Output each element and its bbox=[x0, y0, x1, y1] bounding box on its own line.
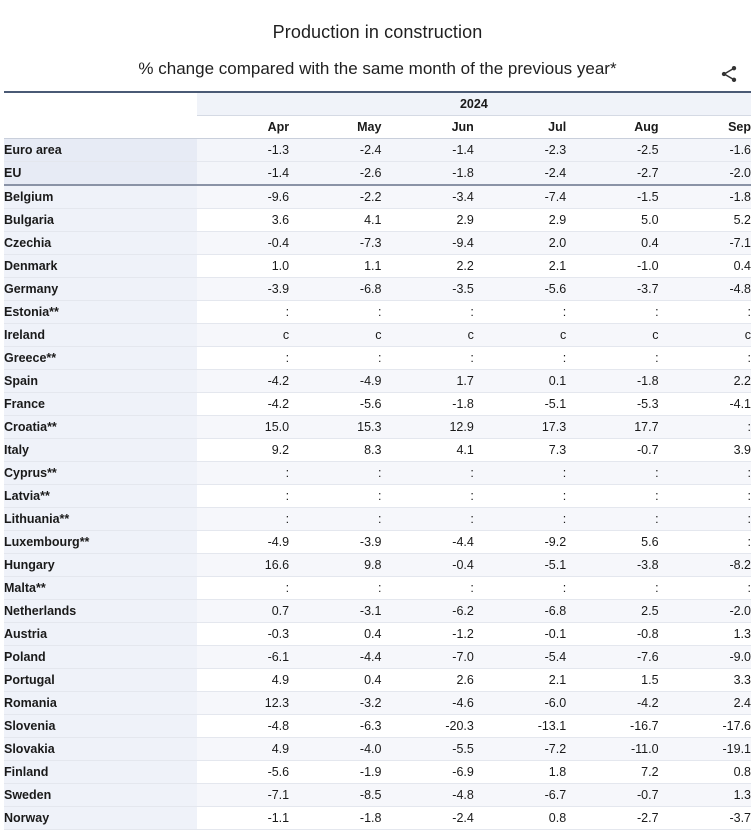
row-value-cell: -3.8 bbox=[566, 554, 658, 577]
row-value-cell: -4.8 bbox=[659, 278, 751, 301]
table-row bbox=[4, 278, 751, 301]
row-value-cell: 4.9 bbox=[197, 738, 289, 761]
row-value-cell: : bbox=[289, 347, 381, 370]
row-value-cell: -17.6 bbox=[659, 715, 751, 738]
row-country-label: Norway bbox=[4, 807, 197, 830]
row-value-cell: 16.6 bbox=[197, 554, 289, 577]
row-country-label: Hungary bbox=[4, 554, 197, 577]
row-value-cell: : bbox=[289, 301, 381, 324]
row-value-cell: -6.9 bbox=[381, 761, 473, 784]
row-value-cell: : bbox=[381, 485, 473, 508]
row-value-cell: 2.2 bbox=[381, 255, 473, 278]
row-value-cell: -0.4 bbox=[381, 554, 473, 577]
table-row bbox=[4, 738, 751, 761]
row-value-cell: -1.6 bbox=[659, 139, 751, 162]
row-value-cell: 2.1 bbox=[474, 669, 566, 692]
row-value-cell: -16.7 bbox=[566, 715, 658, 738]
row-value-cell: -4.2 bbox=[197, 393, 289, 416]
row-value-cell: 5.0 bbox=[566, 209, 658, 232]
table-row bbox=[4, 600, 751, 623]
row-value-cell: -4.2 bbox=[566, 692, 658, 715]
row-value-cell: -4.4 bbox=[381, 531, 473, 554]
row-value-cell: : bbox=[659, 462, 751, 485]
row-value-cell: : bbox=[659, 577, 751, 600]
row-value-cell: : bbox=[474, 485, 566, 508]
row-value-cell: 5.6 bbox=[566, 531, 658, 554]
row-value-cell: -2.0 bbox=[659, 162, 751, 186]
row-country-label: Latvia** bbox=[4, 485, 197, 508]
row-value-cell: : bbox=[289, 485, 381, 508]
row-value-cell: 2.6 bbox=[381, 669, 473, 692]
row-value-cell: c bbox=[659, 324, 751, 347]
table-row bbox=[4, 531, 751, 554]
row-value-cell: -3.9 bbox=[289, 531, 381, 554]
row-value-cell: : bbox=[197, 462, 289, 485]
page-subtitle: % change compared with the same month of the previous year* bbox=[138, 59, 617, 78]
row-value-cell: : bbox=[659, 531, 751, 554]
row-value-cell: -5.1 bbox=[474, 554, 566, 577]
row-country-label: Greece** bbox=[4, 347, 197, 370]
row-value-cell: -7.1 bbox=[659, 232, 751, 255]
row-value-cell: -1.1 bbox=[197, 807, 289, 830]
row-country-label: Luxembourg** bbox=[4, 531, 197, 554]
table-row bbox=[4, 485, 751, 508]
row-value-cell: 4.1 bbox=[381, 439, 473, 462]
row-value-cell: : bbox=[289, 577, 381, 600]
row-country-label: Netherlands bbox=[4, 600, 197, 623]
row-value-cell: 1.1 bbox=[289, 255, 381, 278]
row-country-label: France bbox=[4, 393, 197, 416]
row-value-cell: 9.2 bbox=[197, 439, 289, 462]
row-value-cell: -5.6 bbox=[289, 393, 381, 416]
row-value-cell: 0.8 bbox=[659, 761, 751, 784]
table-row bbox=[4, 232, 751, 255]
row-value-cell: -1.0 bbox=[566, 255, 658, 278]
row-value-cell: 9.8 bbox=[289, 554, 381, 577]
row-value-cell: -2.4 bbox=[289, 139, 381, 162]
row-country-label: Belgium bbox=[4, 185, 197, 209]
row-value-cell: 0.7 bbox=[197, 600, 289, 623]
row-value-cell: 2.5 bbox=[566, 600, 658, 623]
share-icon[interactable] bbox=[717, 62, 741, 86]
row-value-cell: -4.6 bbox=[381, 692, 473, 715]
row-value-cell: -1.4 bbox=[381, 139, 473, 162]
production-in-construction-table bbox=[4, 91, 751, 830]
table-row bbox=[4, 416, 751, 439]
row-value-cell: : bbox=[566, 301, 658, 324]
row-value-cell: 3.9 bbox=[659, 439, 751, 462]
row-value-cell: -3.4 bbox=[381, 185, 473, 209]
row-value-cell: -2.3 bbox=[474, 139, 566, 162]
row-value-cell: : bbox=[566, 508, 658, 531]
year-header-blank-cell bbox=[4, 92, 197, 116]
column-header-jul: Jul bbox=[474, 116, 566, 139]
page-title: Production in construction bbox=[272, 22, 483, 42]
row-value-cell: -1.2 bbox=[381, 623, 473, 646]
table-row bbox=[4, 761, 751, 784]
row-value-cell: : bbox=[474, 301, 566, 324]
row-country-label: Malta** bbox=[4, 577, 197, 600]
row-value-cell: : bbox=[197, 508, 289, 531]
row-value-cell: 17.7 bbox=[566, 416, 658, 439]
row-value-cell: : bbox=[381, 462, 473, 485]
row-value-cell: : bbox=[197, 577, 289, 600]
row-value-cell: c bbox=[474, 324, 566, 347]
row-value-cell: 7.2 bbox=[566, 761, 658, 784]
row-country-label: Italy bbox=[4, 439, 197, 462]
row-value-cell: : bbox=[659, 485, 751, 508]
row-value-cell: -4.8 bbox=[381, 784, 473, 807]
row-country-label: Finland bbox=[4, 761, 197, 784]
row-country-label: Slovenia bbox=[4, 715, 197, 738]
row-value-cell: -4.1 bbox=[659, 393, 751, 416]
row-value-cell: 1.0 bbox=[197, 255, 289, 278]
row-value-cell: 2.4 bbox=[659, 692, 751, 715]
year-header-row bbox=[4, 92, 751, 116]
table-row bbox=[4, 646, 751, 669]
row-value-cell: c bbox=[566, 324, 658, 347]
row-country-label: EU bbox=[4, 162, 197, 186]
row-value-cell: c bbox=[289, 324, 381, 347]
row-value-cell: -6.0 bbox=[474, 692, 566, 715]
row-value-cell: -2.7 bbox=[566, 162, 658, 186]
row-value-cell: 0.4 bbox=[566, 232, 658, 255]
row-value-cell: : bbox=[659, 301, 751, 324]
row-country-label: Portugal bbox=[4, 669, 197, 692]
row-value-cell: 1.3 bbox=[659, 784, 751, 807]
row-value-cell: -11.0 bbox=[566, 738, 658, 761]
row-value-cell: : bbox=[474, 508, 566, 531]
row-value-cell: -2.2 bbox=[289, 185, 381, 209]
row-value-cell: -5.1 bbox=[474, 393, 566, 416]
row-value-cell: -5.3 bbox=[566, 393, 658, 416]
row-value-cell: 2.9 bbox=[381, 209, 473, 232]
row-value-cell: : bbox=[197, 485, 289, 508]
row-country-label: Ireland bbox=[4, 324, 197, 347]
row-value-cell: -1.8 bbox=[381, 162, 473, 186]
row-value-cell: -9.6 bbox=[197, 185, 289, 209]
table-row bbox=[4, 255, 751, 278]
row-value-cell: : bbox=[381, 508, 473, 531]
row-value-cell: -6.8 bbox=[474, 600, 566, 623]
row-country-label: Sweden bbox=[4, 784, 197, 807]
table-row bbox=[4, 347, 751, 370]
table-row bbox=[4, 370, 751, 393]
row-value-cell: : bbox=[474, 347, 566, 370]
row-value-cell: -4.0 bbox=[289, 738, 381, 761]
row-value-cell: -4.9 bbox=[197, 531, 289, 554]
row-value-cell: -3.1 bbox=[289, 600, 381, 623]
row-value-cell: -2.4 bbox=[381, 807, 473, 830]
row-value-cell: 7.3 bbox=[474, 439, 566, 462]
row-value-cell: -0.8 bbox=[566, 623, 658, 646]
row-value-cell: -8.2 bbox=[659, 554, 751, 577]
row-value-cell: -3.7 bbox=[659, 807, 751, 830]
row-value-cell: c bbox=[197, 324, 289, 347]
row-value-cell: 15.3 bbox=[289, 416, 381, 439]
row-value-cell: 0.4 bbox=[289, 623, 381, 646]
row-value-cell: -1.3 bbox=[197, 139, 289, 162]
table-row bbox=[4, 784, 751, 807]
row-country-label: Lithuania** bbox=[4, 508, 197, 531]
row-value-cell: -5.5 bbox=[381, 738, 473, 761]
row-value-cell: : bbox=[474, 462, 566, 485]
row-country-label: Croatia** bbox=[4, 416, 197, 439]
row-country-label: Poland bbox=[4, 646, 197, 669]
table-row bbox=[4, 692, 751, 715]
row-value-cell: 0.1 bbox=[474, 370, 566, 393]
row-value-cell: 3.6 bbox=[197, 209, 289, 232]
row-value-cell: 2.9 bbox=[474, 209, 566, 232]
table-row bbox=[4, 715, 751, 738]
row-value-cell: -3.5 bbox=[381, 278, 473, 301]
row-value-cell: : bbox=[197, 347, 289, 370]
row-value-cell: -2.4 bbox=[474, 162, 566, 186]
row-value-cell: -4.4 bbox=[289, 646, 381, 669]
row-country-label: Euro area bbox=[4, 139, 197, 162]
table-row bbox=[4, 439, 751, 462]
table-row bbox=[4, 508, 751, 531]
row-value-cell: 12.3 bbox=[197, 692, 289, 715]
row-value-cell: -5.4 bbox=[474, 646, 566, 669]
row-country-label: Estonia** bbox=[4, 301, 197, 324]
row-value-cell: : bbox=[566, 347, 658, 370]
row-value-cell: -4.2 bbox=[197, 370, 289, 393]
year-header-label: 2024 bbox=[197, 92, 751, 116]
row-value-cell: 0.8 bbox=[474, 807, 566, 830]
row-value-cell: : bbox=[659, 508, 751, 531]
row-value-cell: -3.9 bbox=[197, 278, 289, 301]
row-country-label: Bulgaria bbox=[4, 209, 197, 232]
row-country-label: Denmark bbox=[4, 255, 197, 278]
row-value-cell: 5.2 bbox=[659, 209, 751, 232]
row-value-cell: : bbox=[381, 577, 473, 600]
row-value-cell: : bbox=[289, 508, 381, 531]
table-row bbox=[4, 462, 751, 485]
row-country-label: Slovakia bbox=[4, 738, 197, 761]
row-value-cell: -0.4 bbox=[197, 232, 289, 255]
row-value-cell: : bbox=[659, 416, 751, 439]
row-value-cell: -2.6 bbox=[289, 162, 381, 186]
table-row bbox=[4, 185, 751, 209]
row-value-cell: : bbox=[381, 301, 473, 324]
table-row bbox=[4, 807, 751, 830]
row-value-cell: -7.1 bbox=[197, 784, 289, 807]
row-value-cell: : bbox=[381, 347, 473, 370]
table-row bbox=[4, 623, 751, 646]
row-value-cell: -7.4 bbox=[474, 185, 566, 209]
row-value-cell: -7.0 bbox=[381, 646, 473, 669]
row-value-cell: 15.0 bbox=[197, 416, 289, 439]
column-header-jun: Jun bbox=[381, 116, 473, 139]
row-country-label: Austria bbox=[4, 623, 197, 646]
row-value-cell: -9.2 bbox=[474, 531, 566, 554]
table-row bbox=[4, 139, 751, 162]
row-country-label: Cyprus** bbox=[4, 462, 197, 485]
row-value-cell: 2.0 bbox=[474, 232, 566, 255]
row-value-cell: -7.3 bbox=[289, 232, 381, 255]
row-value-cell: -1.8 bbox=[659, 185, 751, 209]
row-value-cell: -1.5 bbox=[566, 185, 658, 209]
row-value-cell: 1.8 bbox=[474, 761, 566, 784]
row-value-cell: -0.7 bbox=[566, 784, 658, 807]
row-value-cell: -7.6 bbox=[566, 646, 658, 669]
row-value-cell: -6.8 bbox=[289, 278, 381, 301]
table-row bbox=[4, 554, 751, 577]
row-value-cell: 4.1 bbox=[289, 209, 381, 232]
row-value-cell: 12.9 bbox=[381, 416, 473, 439]
row-value-cell: 4.9 bbox=[197, 669, 289, 692]
row-value-cell: -1.8 bbox=[289, 807, 381, 830]
row-value-cell: 1.5 bbox=[566, 669, 658, 692]
row-value-cell: : bbox=[474, 577, 566, 600]
row-value-cell: -4.9 bbox=[289, 370, 381, 393]
row-value-cell: -6.1 bbox=[197, 646, 289, 669]
table-row bbox=[4, 162, 751, 186]
row-value-cell: -1.9 bbox=[289, 761, 381, 784]
row-value-cell: -9.4 bbox=[381, 232, 473, 255]
row-value-cell: -1.8 bbox=[566, 370, 658, 393]
row-value-cell: : bbox=[566, 462, 658, 485]
row-value-cell: -0.7 bbox=[566, 439, 658, 462]
row-value-cell: -13.1 bbox=[474, 715, 566, 738]
month-header-blank-cell bbox=[4, 116, 197, 139]
row-value-cell: -3.2 bbox=[289, 692, 381, 715]
table-head bbox=[4, 92, 751, 139]
row-value-cell: -4.8 bbox=[197, 715, 289, 738]
column-header-apr: Apr bbox=[197, 116, 289, 139]
column-header-may: May bbox=[289, 116, 381, 139]
row-country-label: Romania bbox=[4, 692, 197, 715]
row-value-cell: : bbox=[659, 347, 751, 370]
row-value-cell: -2.0 bbox=[659, 600, 751, 623]
row-value-cell: -1.8 bbox=[381, 393, 473, 416]
row-value-cell: 0.4 bbox=[289, 669, 381, 692]
row-value-cell: c bbox=[381, 324, 473, 347]
row-country-label: Czechia bbox=[4, 232, 197, 255]
row-value-cell: -7.2 bbox=[474, 738, 566, 761]
row-value-cell: -6.7 bbox=[474, 784, 566, 807]
table-row bbox=[4, 209, 751, 232]
row-value-cell: -19.1 bbox=[659, 738, 751, 761]
table-row bbox=[4, 577, 751, 600]
row-value-cell: 8.3 bbox=[289, 439, 381, 462]
row-value-cell: : bbox=[197, 301, 289, 324]
row-value-cell: -2.5 bbox=[566, 139, 658, 162]
row-value-cell: 1.7 bbox=[381, 370, 473, 393]
row-value-cell: 0.4 bbox=[659, 255, 751, 278]
row-value-cell: -0.3 bbox=[197, 623, 289, 646]
month-header-row bbox=[4, 116, 751, 139]
row-value-cell: -5.6 bbox=[474, 278, 566, 301]
table-row bbox=[4, 324, 751, 347]
row-value-cell: 2.1 bbox=[474, 255, 566, 278]
row-value-cell: : bbox=[289, 462, 381, 485]
table-row bbox=[4, 393, 751, 416]
row-value-cell: 17.3 bbox=[474, 416, 566, 439]
row-value-cell: 3.3 bbox=[659, 669, 751, 692]
row-country-label: Spain bbox=[4, 370, 197, 393]
table-body bbox=[4, 139, 751, 830]
row-value-cell: 2.2 bbox=[659, 370, 751, 393]
row-value-cell: -6.2 bbox=[381, 600, 473, 623]
row-value-cell: : bbox=[566, 485, 658, 508]
row-value-cell: -6.3 bbox=[289, 715, 381, 738]
table-row bbox=[4, 669, 751, 692]
row-value-cell: 1.3 bbox=[659, 623, 751, 646]
row-value-cell: -0.1 bbox=[474, 623, 566, 646]
row-value-cell: -3.7 bbox=[566, 278, 658, 301]
column-header-sep: Sep bbox=[659, 116, 751, 139]
column-header-aug: Aug bbox=[566, 116, 658, 139]
row-value-cell: -9.0 bbox=[659, 646, 751, 669]
row-value-cell: -1.4 bbox=[197, 162, 289, 186]
row-value-cell: -8.5 bbox=[289, 784, 381, 807]
table-row bbox=[4, 301, 751, 324]
row-country-label: Germany bbox=[4, 278, 197, 301]
row-value-cell: -2.7 bbox=[566, 807, 658, 830]
row-value-cell: -20.3 bbox=[381, 715, 473, 738]
row-value-cell: : bbox=[566, 577, 658, 600]
row-value-cell: -5.6 bbox=[197, 761, 289, 784]
